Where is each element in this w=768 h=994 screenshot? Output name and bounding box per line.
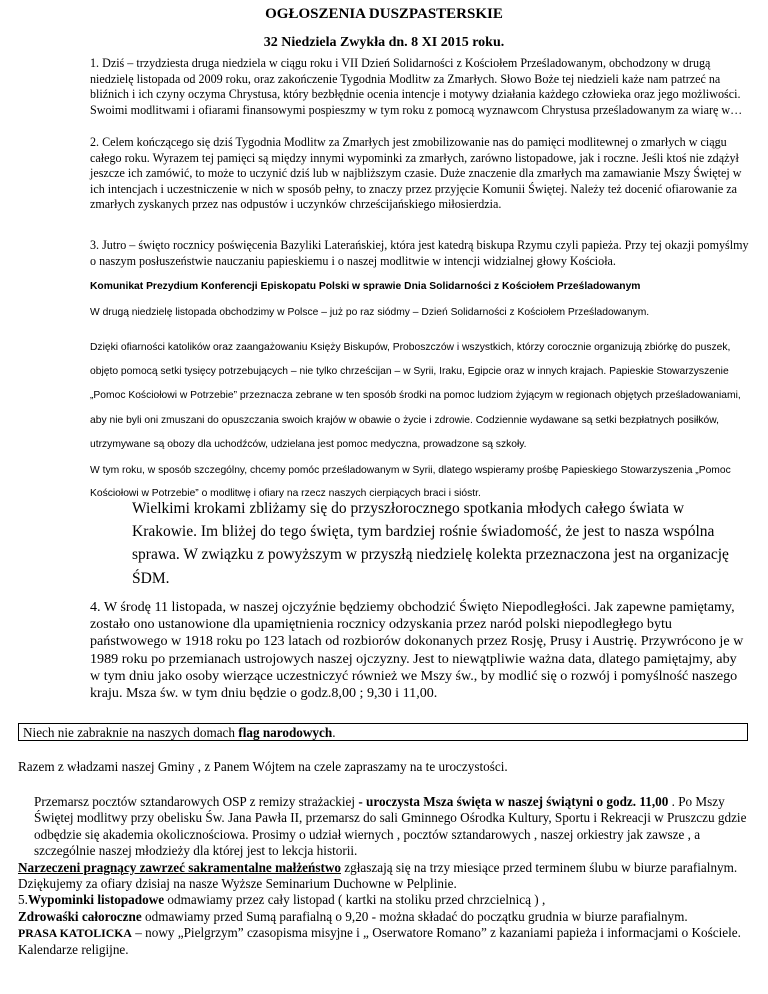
komunikat-title: Komunikat Prezydium Konferencji Episkopatu Polski w sprawie Dnia Solidarności z Kościołem Prześladowanym (90, 281, 641, 292)
komunikat-paragraph-3: W tym roku, w sposób szczególny, chcemy pomóc prześladowanym w Syrii, dlatego wspieramy prośbę Papieskiego Stowarzyszenia „Pomoc Kościołowi w Potrzebie” o modlitwę i ofiary na rzecz naszych cierpiących braci i sióstr. (90, 465, 731, 499)
thanks-line: Dziękujemy za ofiary dzisiaj na nasze Wyższe Seminarium Duchowne w Pelplinie. (18, 876, 457, 892)
flag-notice-text: Niech nie zabraknie na naszych domach (23, 725, 239, 740)
parade-paragraph (18, 794, 758, 860)
zdrowaski-text: odmawiamy przed Sumą parafialną o 9,20 - można składać do początku grudnia w biurze parafialnym. (141, 908, 688, 924)
komunikat-paragraph-2: Dzięki ofiarności katolików oraz zaangażowaniu Księży Biskupów, Proboszczów i wszystkich, którzy corocznie organizują zbiórkę do puszek, objęto pomocą setki tysięcy potrzebujących – nie tylko chrześcijan – w Syrii, Iraku, Egipcie oraz w innych krajach. Papieskie Stowarzyszenie „Pomoc Kościołowi w Potrzebie” przeznacza zebrane w ten sposób środki na pomoc ludziom żyjącym w regionach objętych prześladowaniami, aby nie byli oni zmuszani do opuszczania swoich krajów w obawie o życie i zdrowie. Codziennie wydawane są setki bezpłatnych posiłków, utrzymywane są obozy dla uchodźców, udzielana jest pomoc medyczna, prowadzone są szkoły. (90, 342, 741, 450)
wypominki-line (18, 892, 758, 908)
engaged-couples-bold: Narzeczeni pragnący zawrzeć sakramentalne małżeństwo (18, 859, 341, 875)
wypominki-bold: Wypominki listopadowe (27, 892, 165, 908)
flag-notice-end: . (332, 725, 336, 740)
parade-text-c: . Po Mszy Świętej modlitwy przy obelisku Św. Jana Pawła II, przemarsz do sali Gminnego Ośrodka Kultury, Sportu i Rekreacji w Pruszczu gdzie odbędzie się akademia okolicznościowa. Prosimy o udział wiernych , pocztów sztandarowych , naszej orkiestry jak zawsze , a szczególnie naszej młodzieży dla której jest to lekcja historii. (34, 794, 747, 859)
zdrowaski-paragraph (18, 909, 758, 925)
engaged-couples-paragraph (18, 860, 758, 876)
invitation-line: Razem z władzami naszej Gminy , z Panem Wójtem na czele zapraszamy na te uroczystości. (18, 759, 508, 774)
page-subtitle: 32 Niedziela Zwykła dn. 8 XI 2015 roku. (263, 35, 505, 50)
press-paragraph (18, 925, 758, 958)
wypominki-prefix: 5. (18, 892, 28, 908)
flag-notice-bold: flag narodowych (238, 725, 333, 740)
announcement-3: 3. Jutro – święto rocznicy poświęcenia Bazyliki Laterańskiej, która jest katedrą biskupa Rzymu czyli papieża. Przy tej okazji pomyślmy o naszym posłuszeństwie nauczaniu papieskiemu i o naszej modlitwie w intencji widzialnej głowy Kościoła. (90, 238, 749, 268)
press-bold: PRASA KATOLICKA (18, 926, 132, 941)
press-text: – nowy „Pielgrzym” czasopisma misyjne i „ Oserwatore Romano” z kazaniami papieża i informacjami o Kościele. Kalendarze religijne. (18, 925, 741, 957)
parade-text-bold: - uroczysta Msza święta w naszej świątyni o godz. 11,00 (358, 794, 669, 809)
announcement-1: 1. Dziś – trzydziesta druga niedziela w ciągu roku i VII Dzień Solidarności z Kościołem Prześladowanym, obchodzony w drugą niedzielę listopada od 2009 roku, oraz zakończenie Tygodnia Modlitw za Zmarłych. Słowo Boże tej niedzieli każe nam patrzeć na bliźnich i ich czyny oczyma Chrystusa, który bezbłędnie ocenia intencje i motywy działania każdego człowieka oraz jego możliwości. Swoimi modlitwami i ofiarami finansowymi pospieszmy w tym roku z pomocą wyznawcom Chrystusa prześladowanym za wiarę w… (90, 56, 743, 117)
parade-text-a: Przemarsz pocztów sztandarowych OSP z remizy strażackiej (34, 794, 359, 809)
zdrowaski-bold: Zdrowaśki całoroczne (18, 908, 142, 924)
wypominki-text: odmawiamy przez cały listopad ( kartki na stoliku przed chrzcielnicą ) , (164, 892, 546, 908)
announcement-2: 2. Celem kończącego się dziś Tygodnia Modlitw za Zmarłych jest zmobilizowanie nas do pamięci modlitewnej o zmarłych w ciągu całego roku. Wyrazem tej pamięci są między innymi wypominki za zmarłych, zarówno listopadowe, jak i roczne. Jeśli ktoś nie zdążył jeszcze ich zamówić, to może to uczynić dziś lub w najbliższym czasie. Duże znaczenie dla zmarłych ma zamawianie Mszy Świętej w ich intencjach i uczestniczenie w nich w sposób pełny, to znaczy przez przyjęcie Komunii Świętej. Należy też docenić ofiarowanie za zmarłych zyskanych przez nas odpustów i uczynków chrześcijańskiego miłosierdzia. (90, 135, 742, 212)
komunikat-paragraph-1: W drugą niedzielę listopada obchodzimy w Polsce – już po raz siódmy – Dzień Solidarności z Kościołem Prześladowanym. (90, 307, 650, 318)
bottom-announcements (18, 794, 758, 958)
announcement-4: 4. W środę 11 listopada, w naszej ojczyźnie będziemy obchodzić Święto Niepodległości. Jak zapewne pamiętamy, zostało ono ustanowione dla upamiętnienia rocznicy odzyskania przez naród polski niepodległego bytu państwowego w 1918 roku po 123 latach od rozbiorów dokonanych przez Rosję, Prusy i Austrię. Przywrócono je w 1989 roku po przemianach ustrojowych naszej ojczyzny. Jest to niewątpliwie ważna data, dlatego pamiętajmy, aby w tym dniu jako osoby wierzące uczestniczyć również we Mszy św., by modlić się o rozwój i pomyślność naszego kraju. Msza św. w tym dniu będzie o godz.8,00 ; 9,30 i 11,00. (90, 599, 744, 702)
page-title: OGŁOSZENIA DUSZPASTERSKIE (265, 6, 503, 22)
flag-notice-box (18, 723, 748, 741)
engaged-couples-text: zgłaszają się na trzy miesiące przed terminem ślubu w biurze parafialnym. (341, 859, 738, 875)
wdm-announcement: Wielkimi krokami zbliżamy się do przyszłorocznego spotkania młodych całego świata w Krakowie. Im bliżej do tego święta, tym bardziej rośnie świadomość, że jest to nasza wspólna sprawa. W związku z powyższym w przyszłą niedzielę kolekta przeznaczona jest na organizację ŚDM. (132, 500, 729, 587)
